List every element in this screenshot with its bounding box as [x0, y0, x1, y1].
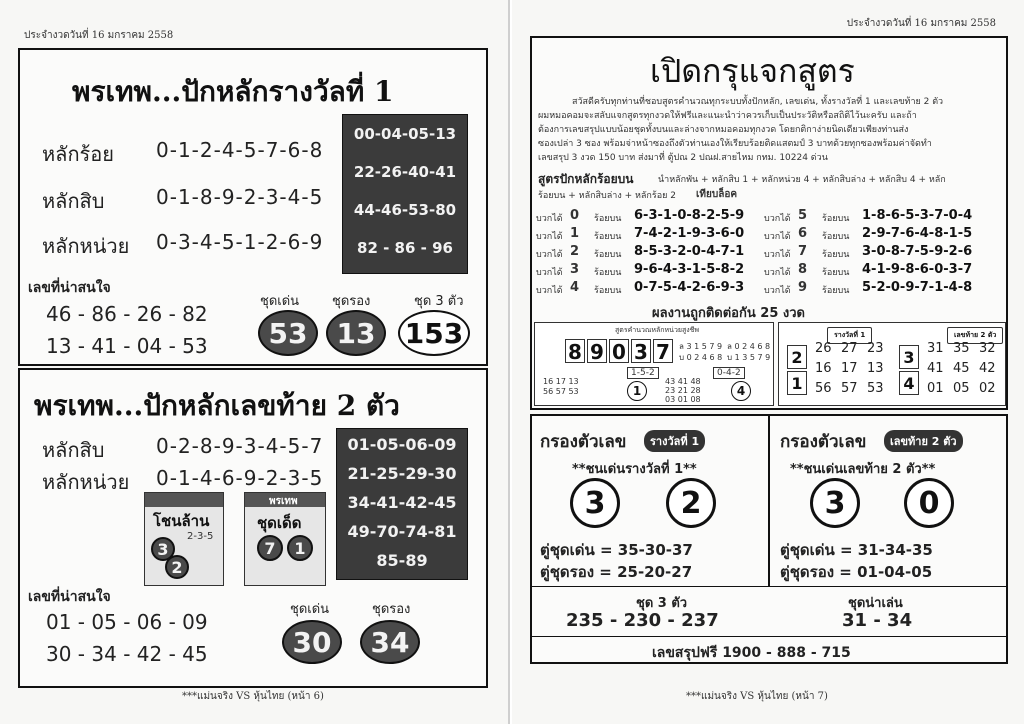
calc-col: 03 01 08: [665, 395, 701, 404]
left-footer: ***แม่นจริง VS หุ้นไทย (หน้า 6): [182, 691, 324, 702]
grid-cell: 16: [815, 361, 832, 376]
grid-left-values: [815, 341, 891, 403]
calc-col: 56 57 53: [543, 387, 579, 396]
formula-row-label: บวกได้: [536, 268, 563, 278]
calc-row: ล 0 2 4 6 8: [727, 342, 771, 351]
guard-left-set-label: ชุด 3 ตัว: [636, 596, 688, 611]
intro-line: สวัสดีครับทุกท่านที่ชอบสูตรคำนวณทุกระบบทั้งปักหลัก, เลขเด่น, ทั้งรางวัลที่ 1 และเลขท้าย 2 ตัว: [572, 97, 944, 107]
promo-card-2: [244, 492, 326, 586]
formula-row-col: ร้อยบน: [822, 250, 850, 260]
guard-left-line: ตู่ชุดเด่น = 35-30-37: [540, 541, 693, 559]
first-prize-number-box: [342, 114, 468, 274]
card-title: โชนล้าน: [153, 512, 210, 530]
intro-line: ต้องการเลขสรุปแบบน้อยชุดทั้งบนและล่างจากหมอคอมทุกงวด โดยกติกาง่ายนิดเดียวเพียงท่านส่ง: [538, 125, 909, 135]
row-units-label: หลักหน่วย: [42, 470, 130, 494]
grid-cell: 35: [953, 341, 970, 356]
set-value-main: 30: [282, 620, 342, 664]
calc-col: 23 21 28: [665, 386, 701, 395]
grid-badge: รางวัลที่ 1: [827, 327, 872, 344]
calc-row: บ 1 3 5 7 9: [727, 353, 771, 362]
formula-row-sum: 1: [570, 226, 580, 241]
hotline: เลขสรุปฟรี 1900 - 888 - 715: [652, 645, 851, 661]
card-digit: 7: [257, 535, 283, 561]
grid-right-values: [927, 341, 1003, 403]
section1-title: พรเทพ...ปักหลักรางวัลที่ 1: [72, 75, 394, 108]
grid-cell: 41: [927, 361, 944, 376]
calc-digit: 8: [565, 339, 585, 363]
formula-row-digits: 5-2-0-9-7-1-4-8: [862, 280, 973, 295]
grid-cell: 02: [979, 381, 996, 396]
number-line: 01-05-06-09: [347, 435, 457, 454]
guard-section: [530, 414, 1008, 664]
formula-row-sum: 3: [570, 262, 580, 277]
formula-row-sum: 0: [570, 208, 580, 223]
grid-cell: 45: [953, 361, 970, 376]
grid-table: [778, 322, 1006, 406]
grid-cell: 53: [867, 381, 884, 396]
set-value-main: 53: [258, 310, 318, 356]
calc-digit: 7: [653, 339, 673, 363]
row-tens-label: หลักสิบ: [42, 189, 105, 213]
guard-right-badge: เลขท้าย 2 ตัว: [884, 430, 963, 452]
number-line: 49-70-74-81: [347, 522, 457, 541]
formula-row-col: ร้อยบน: [822, 232, 850, 242]
formula-text: นำหลักพัน + หลักสิบ 1 + หลักหน่วย 4 + หลักสิบล่าง + หลักสิบ 4 + หลัก: [658, 175, 946, 185]
formula-row-digits: 1-8-6-5-3-7-0-4: [862, 208, 973, 223]
guard-left-set-value: 235 - 230 - 237: [566, 610, 719, 631]
formula-row-sum: 8: [798, 262, 808, 277]
calc-mid: 0-4-2: [713, 367, 745, 379]
section-first-prize: [18, 48, 488, 366]
row-hundreds-label: หลักร้อย: [42, 142, 115, 166]
set-value-second: 13: [326, 310, 386, 356]
row-hundreds-digits: 0-1-2-4-5-7-6-8: [156, 138, 324, 162]
hotline-rule: [532, 636, 1006, 637]
calc-col: 16 17 13: [543, 377, 579, 386]
card-title: พรเทพ: [269, 496, 298, 507]
guard-right-set-value: 31 - 34: [842, 610, 913, 631]
formula-row-digits: 9-6-4-3-1-5-8-2: [634, 262, 745, 277]
set-label-second: ชุดรอง: [372, 602, 411, 617]
guard-left-badge: รางวัลที่ 1: [644, 430, 705, 452]
grid-cell: 27: [841, 341, 858, 356]
formula-row-col: ร้อยบน: [594, 250, 622, 260]
number-line: 21-25-29-30: [347, 464, 457, 483]
grid-cell: 57: [841, 381, 858, 396]
row-units-label: หลักหน่วย: [42, 234, 130, 258]
formula-row-col: ร้อยบน: [822, 286, 850, 296]
formula-row-digits: 0-7-5-4-2-6-9-3: [634, 280, 745, 295]
set-label-main: ชุดเด่น: [260, 294, 300, 309]
card-digit: 3: [151, 537, 175, 561]
calc-row: บ 0 2 4 6 8: [679, 353, 723, 362]
formula-row-digits: 4-1-9-8-6-0-3-7: [862, 262, 973, 277]
formula-row-digits: 2-9-7-6-4-8-1-5: [862, 226, 973, 241]
guard-rule: [532, 586, 1006, 587]
calc-digit: 9: [587, 339, 607, 363]
card-line: 2-3-5: [187, 531, 214, 542]
formula-row-label: บวกได้: [764, 250, 791, 260]
right-header-date: ประจำงวดวันที่ 16 มกราคม 2558: [846, 18, 996, 29]
card-digit: 2: [165, 555, 189, 579]
calc-row: ล 3 1 5 7 9: [679, 342, 723, 351]
card-sub: ชุดเด็ด: [257, 514, 302, 532]
formula-row-col: ร้อยบน: [822, 214, 850, 224]
row-units-digits: 0-1-4-6-9-2-3-5: [156, 466, 324, 490]
interest-row: 30 - 34 - 42 - 45: [46, 642, 208, 666]
grid-digit: 1: [787, 371, 807, 395]
grid-cell: 23: [867, 341, 884, 356]
section2-title: พรเทพ...ปักหลักเลขท้าย 2 ตัว: [34, 389, 400, 422]
guard-right-sub: **ชนเด่นเลขท้าย 2 ตัว**: [790, 462, 936, 477]
formula-row-sum: 6: [798, 226, 808, 241]
formula-text: ร้อยบน + หลักสิบล่าง + หลักร้อย 2: [538, 191, 676, 201]
formula-section: [530, 36, 1008, 410]
guard-right-digit: 3: [810, 478, 860, 528]
promo-card-1: [144, 492, 224, 586]
grid-digit: 4: [899, 371, 919, 395]
intro-line: ซองเปล่า 3 ซอง พร้อมจ่าหน้าซองถึงตัวท่านเองให้เรียบร้อยติดแสตมป์ 3 บาทด้วยทุกซองพร้อมค่าจัดทำ: [538, 139, 932, 149]
last-two-number-box: [336, 428, 468, 580]
digit-calc-table: [534, 322, 774, 406]
formula-text-bold: เทียบล็อค: [696, 189, 738, 200]
intro-line: เลขสรุป 3 งวด 150 บาท ส่งมาที่ ตู้ปณ 2 ปณฝ.สายไหม กทม. 10224 ด่วน: [538, 153, 828, 163]
formula-row-sum: 2: [570, 244, 580, 259]
guard-left-sub: **ชนเด่นรางวัลที่ 1**: [572, 462, 697, 477]
left-header-date: ประจำงวดวันที่ 16 มกราคม 2558: [24, 30, 174, 41]
number-line: 34-41-42-45: [347, 493, 457, 512]
interest-label: เลขที่น่าสนใจ: [28, 589, 111, 605]
formula-row-label: บวกได้: [764, 268, 791, 278]
grid-cell: 01: [927, 381, 944, 396]
formula-row-label: บวกได้: [764, 286, 791, 296]
number-line: 82 - 86 - 96: [357, 239, 453, 257]
formula-row-label: บวกได้: [536, 286, 563, 296]
formula-main-title: เปิดกรุแจกสูตร: [650, 52, 855, 90]
formula-row-col: ร้อยบน: [594, 268, 622, 278]
formula-row-label: บวกได้: [764, 214, 791, 224]
interest-label: เลขที่น่าสนใจ: [28, 280, 111, 296]
guard-left-line: ตู่ชุดรอง = 25-20-27: [540, 563, 693, 581]
guard-right-title: กรองตัวเลข: [780, 432, 867, 452]
formula-row-label: บวกได้: [536, 250, 563, 260]
number-line: 85-89: [376, 551, 428, 570]
grid-cell: 26: [815, 341, 832, 356]
guard-divider: [768, 416, 770, 586]
formula-row-digits: 3-0-8-7-5-9-2-6: [862, 244, 973, 259]
number-line: 22-26-40-41: [353, 163, 457, 181]
grid-cell: 13: [867, 361, 884, 376]
grid-badge: เลขท้าย 2 ตัว: [947, 327, 1003, 344]
interest-row: 13 - 41 - 04 - 53: [46, 334, 208, 358]
number-line: 44-46-53-80: [353, 201, 457, 219]
formula-row-col: ร้อยบน: [594, 286, 622, 296]
calc-col: 43 41 48: [665, 377, 701, 386]
formula-row-sum: 7: [798, 244, 808, 259]
section-last-two: [18, 368, 488, 688]
set-label-main: ชุดเด่น: [290, 602, 330, 617]
right-footer: ***แม่นจริง VS หุ้นไทย (หน้า 7): [686, 691, 828, 702]
set-value-second: 34: [360, 620, 420, 664]
guard-left-title: กรองตัวเลข: [540, 432, 627, 452]
guard-left-digit: 3: [570, 478, 620, 528]
card-digit: 1: [287, 535, 313, 561]
set-value-three: 153: [398, 310, 470, 356]
grid-digit: 2: [787, 345, 807, 369]
row-tens-digits: 0-2-8-9-3-4-5-7: [156, 434, 324, 458]
interest-row: 01 - 05 - 06 - 09: [46, 610, 208, 634]
calc-circle: 4: [731, 381, 751, 401]
left-page: [0, 0, 510, 724]
set-label-three: ชุด 3 ตัว: [414, 294, 464, 309]
grid-cell: 42: [979, 361, 996, 376]
formula-row-digits: 6-3-1-0-8-2-5-9: [634, 208, 745, 223]
formula-row-col: ร้อยบน: [822, 268, 850, 278]
formula-row-sum: 5: [798, 208, 808, 223]
interest-row: 46 - 86 - 26 - 82: [46, 302, 208, 326]
formula-title: สูตรปักหลักร้อยบน: [538, 172, 634, 186]
grid-cell: 31: [927, 341, 944, 356]
calc-digit: 0: [609, 339, 629, 363]
set-label-second: ชุดรอง: [332, 294, 371, 309]
calc-mid: 1-5-2: [627, 367, 659, 379]
formula-row-sum: 4: [570, 280, 580, 295]
grid-cell: 05: [953, 381, 970, 396]
guard-right-line: ตู่ชุดเด่น = 31-34-35: [780, 541, 933, 559]
grid-cell: 56: [815, 381, 832, 396]
guard-right-digit: 0: [904, 478, 954, 528]
formula-row-label: บวกได้: [536, 214, 563, 224]
grid-digit: 3: [899, 345, 919, 369]
formula-row-sum: 9: [798, 280, 808, 295]
calc-digit: 3: [631, 339, 651, 363]
right-page: [512, 0, 1024, 724]
card-bar: [145, 493, 223, 507]
intro-line: ผมหมอคอมจะสลับแจกสูตรทุกงวดให้ฟรีและแนะนำว่าควรเก็บเป็นประวัติหรือสถิติไว้นะครับ และถ้า: [538, 111, 917, 121]
number-line: 00-04-05-13: [353, 125, 457, 143]
guard-right-set-label: ชุดน่าเล่น: [848, 596, 903, 611]
row-tens-digits: 0-1-8-9-2-3-4-5: [156, 185, 324, 209]
formula-row-label: บวกได้: [536, 232, 563, 242]
formula-row-digits: 8-5-3-2-0-4-7-1: [634, 244, 745, 259]
row-tens-label: หลักสิบ: [42, 438, 105, 462]
row-units-digits: 0-3-4-5-1-2-6-9: [156, 230, 324, 254]
result-text: ผลงานถูกติดต่อกัน 25 งวด: [652, 306, 805, 321]
formula-row-col: ร้อยบน: [594, 214, 622, 224]
grid-cell: 17: [841, 361, 858, 376]
formula-row-digits: 7-4-2-1-9-3-6-0: [634, 226, 745, 241]
guard-left-digit: 2: [666, 478, 716, 528]
guard-right-line: ตู่ชุดรอง = 01-04-05: [780, 563, 933, 581]
formula-row-label: บวกได้: [764, 232, 791, 242]
grid-cell: 32: [979, 341, 996, 356]
table-header: สูตรคำนวณหลักหน่วยสูงชีพ: [615, 326, 700, 334]
calc-circle: 1: [627, 381, 647, 401]
formula-row-col: ร้อยบน: [594, 232, 622, 242]
